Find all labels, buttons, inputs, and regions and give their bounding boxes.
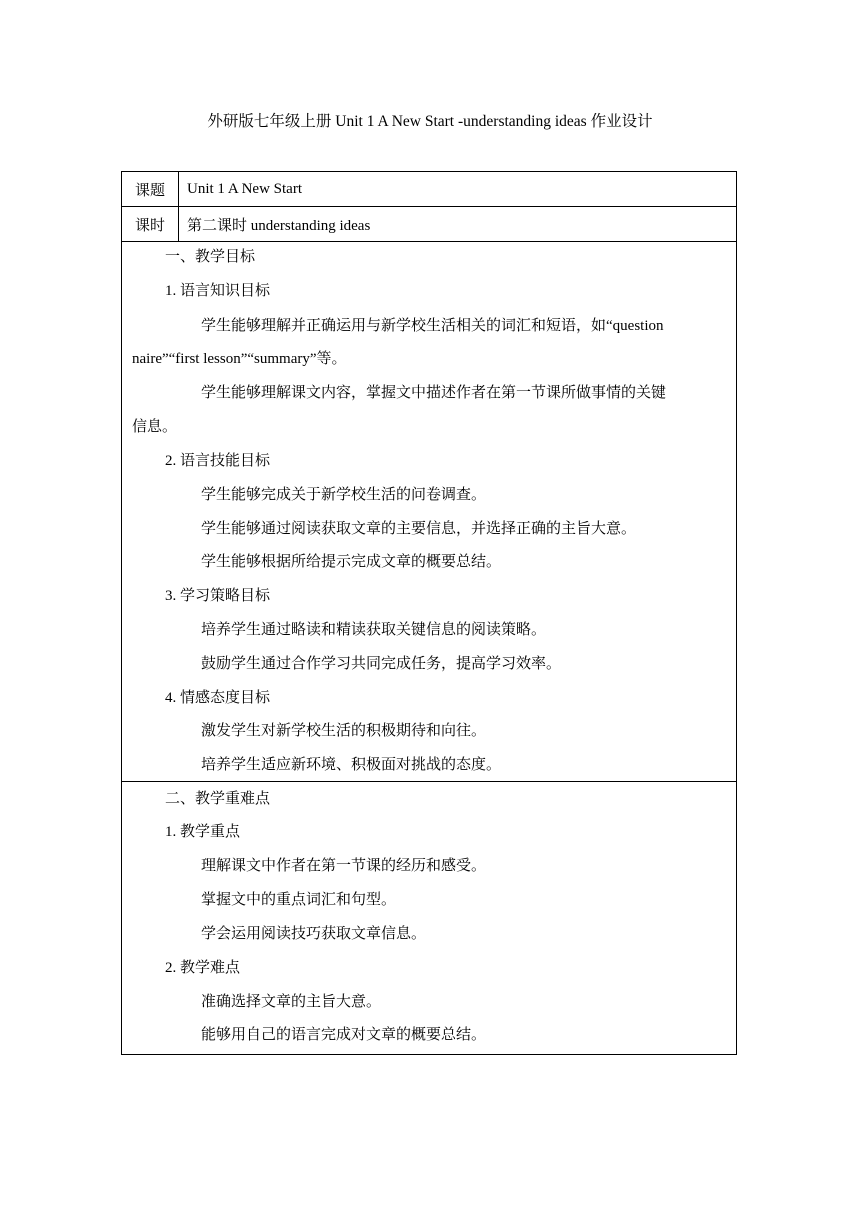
skills-item: 学生能够通过阅读获取文章的主要信息，并选择正确的主旨大意。 [201, 521, 637, 537]
period-value: 第二课时 understanding ideas [179, 207, 737, 242]
knowledge-heading: 1. 语言知识目标 [165, 283, 271, 299]
knowledge-p1-line1: 学生能够理解并正确运用与新学校生活相关的词汇和短语，如“question [201, 318, 664, 334]
attitude-item: 培养学生适应新环境、积极面对挑战的态度。 [201, 757, 502, 773]
knowledge-p1-line2: naire”“first lesson”“summary”等。 [132, 351, 347, 367]
focus-item: 学会运用阅读技巧获取文章信息。 [201, 926, 427, 942]
objectives-section [121, 240, 737, 782]
strategy-item: 培养学生通过略读和精读获取关键信息的阅读策略。 [201, 622, 547, 638]
keypoints-heading: 二、教学重难点 [165, 791, 271, 807]
skills-heading: 2. 语言技能目标 [165, 453, 271, 469]
focus-item: 理解课文中作者在第一节课的经历和感受。 [201, 858, 487, 874]
skills-item: 学生能够完成关于新学校生活的问卷调查。 [201, 487, 487, 503]
knowledge-p2-line2: 信息。 [132, 419, 178, 435]
period-row [122, 207, 737, 242]
strategy-heading: 3. 学习策略目标 [165, 588, 271, 604]
skills-item: 学生能够根据所给提示完成文章的概要总结。 [201, 554, 502, 570]
topic-row [122, 172, 737, 207]
topic-label: 课题 [122, 172, 179, 207]
attitude-heading: 4. 情感态度目标 [165, 690, 271, 706]
keypoints-section [121, 781, 737, 1055]
topic-value: Unit 1 A New Start [179, 172, 737, 207]
focus-heading: 1. 教学重点 [165, 824, 241, 840]
document-title: 外研版七年级上册 Unit 1 A New Start -understanding ideas 作业设计 [207, 113, 653, 130]
attitude-item: 激发学生对新学校生活的积极期待和向往。 [201, 723, 487, 739]
difficulty-heading: 2. 教学难点 [165, 960, 241, 976]
difficulty-item: 能够用自己的语言完成对文章的概要总结。 [201, 1027, 487, 1043]
focus-item: 掌握文中的重点词汇和句型。 [201, 892, 397, 908]
lesson-info-table [121, 171, 737, 242]
knowledge-p2-line1: 学生能够理解课文内容，掌握文中描述作者在第一节课所做事情的关键 [201, 385, 667, 401]
objectives-heading: 一、教学目标 [165, 249, 256, 265]
period-label: 课时 [122, 207, 179, 242]
difficulty-item: 准确选择文章的主旨大意。 [201, 994, 382, 1010]
strategy-item: 鼓励学生通过合作学习共同完成任务，提高学习效率。 [201, 656, 562, 672]
